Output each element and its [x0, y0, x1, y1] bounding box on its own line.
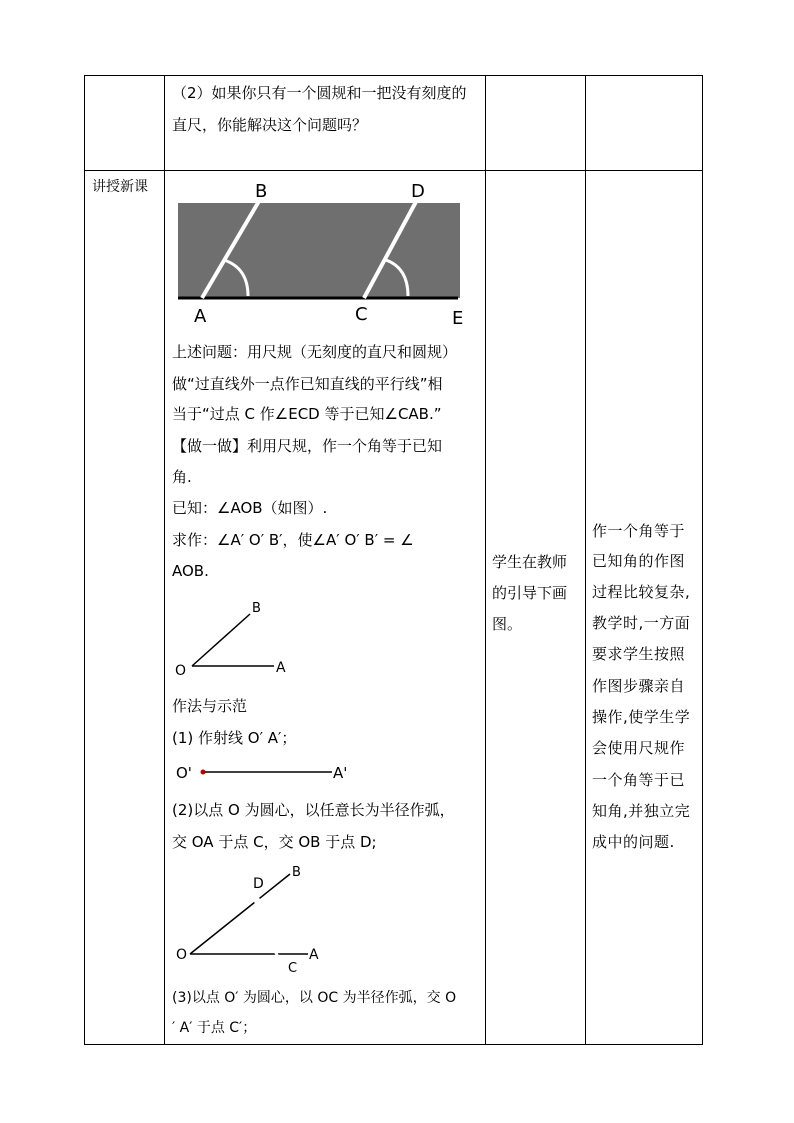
text-line-2: 做“过直线外一点作已知直线的平行线”相	[172, 375, 443, 393]
stage-label: 讲授新课	[92, 179, 148, 195]
design-note-line-2: 已知角的作图	[592, 552, 686, 570]
design-note-line-9: 一个角等于已	[592, 771, 686, 789]
table-border-top	[84, 75, 702, 76]
student-activity-line-1: 学生在教师	[492, 553, 568, 571]
text-line-1: 上述问题：用尺规（无刻度的直尺和圆规）	[172, 343, 458, 361]
design-note-line-8: 会使用尺规作	[592, 739, 686, 757]
label-D: D	[411, 181, 425, 202]
ray-OB	[190, 874, 290, 954]
label-O-prime: O'	[176, 764, 192, 782]
step-2-line-1: (2)以点 O 为圆心，以任意长为半径作弧，	[172, 801, 455, 819]
point-O-prime	[201, 770, 206, 775]
label-C: C	[355, 304, 368, 325]
arc-mark-C	[275, 951, 278, 957]
table-divider-3	[585, 75, 586, 1045]
text-line-8: AOB.	[172, 562, 209, 580]
ray-OB	[192, 614, 250, 666]
student-activity-line-3: 图。	[492, 615, 523, 633]
text-line-5: 角.	[172, 468, 192, 486]
text-line-4: 【做一做】利用尺规，作一个角等于已知	[172, 437, 443, 455]
design-note-line-11: 成中的问题.	[592, 833, 675, 851]
method-title: 作法与示范	[172, 697, 248, 715]
step-1: (1) 作射线 O′ A′；	[172, 729, 297, 747]
table-divider-1	[164, 75, 165, 1045]
student-activity-line-2: 的引导下画	[492, 584, 568, 602]
text-line-6: 已知：∠AOB（如图）.	[172, 499, 328, 517]
angle-AOB-figure	[170, 596, 300, 681]
table-row-divider	[84, 170, 702, 171]
label-A: A	[309, 947, 319, 963]
label-O: O	[176, 947, 188, 963]
design-note-line-10: 知角,并独立完	[592, 802, 691, 820]
design-note-line-6: 作图步骤亲自	[592, 677, 686, 695]
ruler-figure	[168, 178, 468, 328]
step-3-line-1: (3)以点 O′ 为圆心，以 OC 为半径作弧，交 O	[172, 990, 457, 1006]
label-B: B	[252, 601, 261, 616]
table-border-bottom	[84, 1044, 702, 1045]
label-B: B	[255, 181, 268, 202]
label-A: A	[194, 306, 207, 327]
label-C: C	[288, 961, 298, 976]
label-A: A	[276, 660, 286, 676]
text-line-3: 当于“过点 C 作∠ECD 等于已知∠CAB.”	[172, 405, 442, 423]
design-note-line-1: 作一个角等于	[592, 522, 686, 540]
step-3-line-2: ′ A′ 于点 C′；	[172, 1020, 257, 1036]
table-divider-2	[485, 75, 486, 1045]
text-line-7: 求作：∠A′ O′ B′，使∠A′ O′ B′ = ∠	[172, 531, 414, 549]
step-2-line-2: 交 OA 于点 C，交 OB 于点 D;	[172, 833, 377, 851]
question-line-1: （2）如果你只有一个圆规和一把没有刻度的	[172, 84, 467, 102]
design-note-line-5: 要求学生按照	[592, 645, 686, 663]
design-note-line-7: 操作,使学生学	[592, 708, 691, 726]
ray-OA-prime-figure	[172, 758, 372, 788]
label-O: O	[175, 663, 187, 679]
label-A-prime: A'	[333, 764, 348, 782]
label-B: B	[292, 865, 301, 880]
angle-arc-figure	[170, 862, 330, 977]
table-border-right	[702, 75, 703, 1045]
design-note-line-4: 教学时,一方面	[592, 614, 691, 632]
question-line-2: 直尺，你能解决这个问题吗？	[172, 116, 368, 134]
label-E: E	[452, 308, 464, 328]
table-border-left	[84, 75, 85, 1045]
label-D: D	[253, 876, 264, 892]
design-note-line-3: 过程比较复杂,	[592, 583, 691, 601]
ruler-body	[178, 203, 460, 298]
arc-mark-D	[255, 898, 259, 903]
